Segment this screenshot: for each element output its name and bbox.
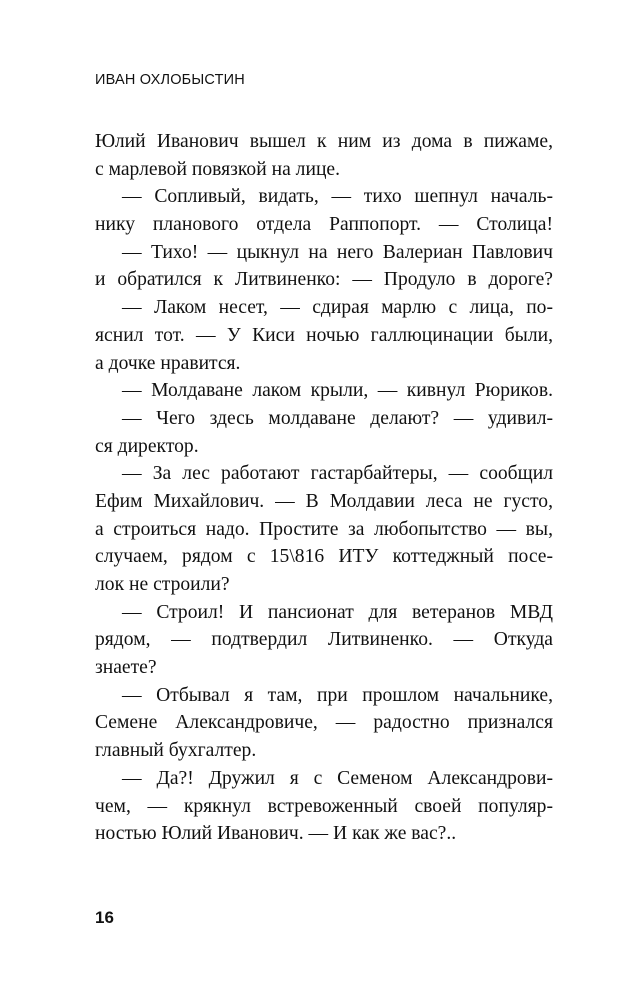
- body-text: [95, 128, 553, 848]
- text-line: яснил тот. — У Киси ночью галлюцинации были,: [95, 324, 553, 346]
- text-line: случаем, рядом с 15\816 ИТУ коттеджный посе-: [95, 546, 553, 568]
- text-line: лок не строили?: [95, 574, 230, 595]
- text-line: — Чего здесь молдаване делают? — удивил-: [122, 407, 553, 429]
- text-line: а строиться надо. Простите за любопытство — вы,: [95, 518, 553, 540]
- text-line: и обратился к Литвиненко: — Продуло в дороге?: [95, 269, 553, 291]
- text-line: — Отбывал я там, при прошлом начальнике,: [122, 684, 553, 706]
- text-line: — Сопливый, видать, — тихо шепнул началь-: [122, 186, 553, 208]
- text-line: — Строил! И пансионат для ветеранов МВД: [122, 601, 553, 623]
- text-line: ностью Юлий Иванович. — И как же вас?..: [95, 823, 457, 845]
- text-line: ся директор.: [95, 435, 199, 457]
- text-line: — За лес работают гастарбайтеры, — сообщил: [122, 463, 553, 485]
- text-line: рядом, — подтвердил Литвиненко. — Откуда: [95, 629, 553, 651]
- text-line: с марлевой повязкой на лице.: [95, 158, 341, 180]
- text-line: главный бухгалтер.: [95, 740, 257, 762]
- text-line: Ефим Михайлович. — В Молдавии леса не густо,: [95, 490, 553, 512]
- text-line: чем, — крякнул встревоженный своей популяр-: [95, 795, 553, 817]
- page-number: 16: [95, 908, 114, 927]
- running-head-author: ИВАН ОХЛОБЫСТИН: [95, 72, 245, 88]
- text-line: Юлий Иванович вышел к ним из дома в пижаме,: [95, 131, 553, 152]
- text-line: нику планового отдела Раппопорт. — Столица!: [95, 214, 553, 236]
- text-line: Семене Александровиче, — радостно признался: [95, 712, 553, 734]
- text-line: — Лаком несет, — сдирая марлю с лица, по-: [122, 297, 553, 319]
- text-line: — Тихо! — цыкнул на него Валериан Павлович: [122, 241, 553, 263]
- text-line: знаете?: [95, 657, 157, 679]
- text-line: — Да?! Дружил я с Семеном Александрови-: [122, 767, 553, 789]
- text-line: а дочке нравится.: [95, 352, 241, 374]
- text-line: — Молдаване лаком крыли, — кивнул Рюриков.: [122, 380, 553, 402]
